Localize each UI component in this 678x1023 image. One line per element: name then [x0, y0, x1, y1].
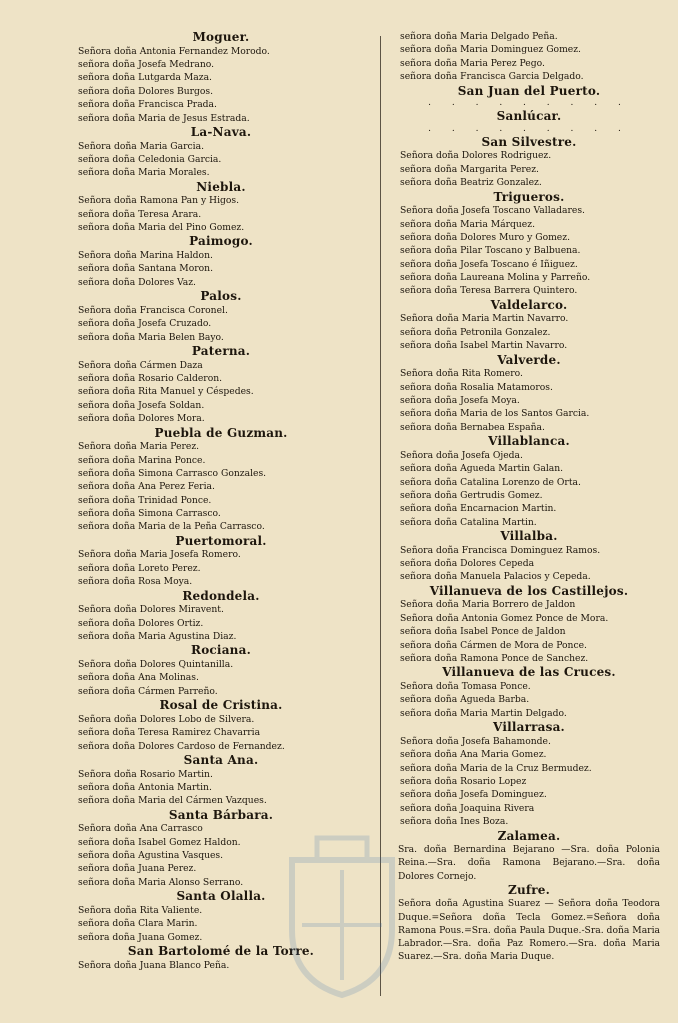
ellipsis-dots: . . . . . . . . . — [428, 98, 630, 109]
donor-entry: Señora doña Francisca Dominguez Ramos. — [400, 544, 601, 556]
town-heading: Sanlúcar. — [496, 109, 562, 124]
town-section-valverde — [394, 353, 664, 435]
donor-entry: señora doña Agueda Martin Galan. — [400, 463, 564, 475]
town-heading: Villanueva de los Castillejos. — [429, 583, 629, 598]
town-section-sanlucar — [394, 109, 664, 135]
donor-entry: señora doña Juana Perez. — [78, 863, 197, 875]
donor-entry: señora doña Juana Gomez. — [78, 931, 203, 943]
town-section-continued — [394, 30, 664, 84]
donor-entry: señora doña Maria Márquez. — [400, 218, 536, 230]
donor-entry: señora doña Celedonia Garcia. — [78, 153, 222, 165]
town-heading: Santa Olalla. — [176, 889, 266, 904]
town-section-villarrasa — [394, 720, 664, 828]
donor-entry: señora doña Josefa Cruzado. — [78, 318, 212, 330]
town-section-zalamea — [394, 829, 664, 883]
donor-paragraph: Sra. doña Bernardina Bejarano —Sra. doña Polonia Reina.—Sra. doña Ramona Bejarano.—Sra. doña Dolores Cornejo. — [398, 844, 660, 882]
donor-entry: señora doña Clara Marin. — [78, 918, 198, 930]
town-heading: La-Nava. — [190, 124, 252, 139]
town-section-paimogo — [72, 234, 370, 289]
town-heading: Trigueros. — [493, 189, 565, 204]
donor-entry: señora doña Cármen Parreño. — [78, 685, 218, 697]
donor-entry: señora doña Loreto Perez. — [78, 562, 201, 574]
donor-entry: señora doña Maria de la Cruz Bermudez. — [400, 762, 592, 774]
donor-entry: señora doña Laureana Molina y Parreño. — [400, 272, 591, 284]
town-section-niebla — [72, 180, 370, 235]
town-heading: San Silvestre. — [481, 134, 577, 149]
donor-entry: señora doña Pilar Toscano y Balbuena. — [400, 245, 581, 257]
donor-entry: señora doña Ana Molinas. — [78, 672, 199, 684]
town-section-villanueva-de-los-castillejos — [394, 584, 664, 666]
donor-entry: señora doña Agueda Barba. — [400, 694, 530, 706]
donor-entry: Señora doña Maria Perez. — [78, 441, 200, 453]
donor-entry: Señora doña Francisca Coronel. — [78, 304, 228, 316]
donor-entry: señora doña Isabel Martin Navarro. — [400, 340, 568, 352]
ellipsis-dots: . . . . . . . . . — [428, 123, 630, 134]
donor-entry: Señora doña Ramona Pan y Higos. — [78, 195, 240, 207]
donor-entry: señora doña Maria de los Santos Garcia. — [400, 408, 590, 420]
donor-entry: señora doña Ramona Ponce de Sanchez. — [400, 653, 589, 665]
donor-entry: señora doña Maria Morales. — [78, 167, 210, 179]
donor-entry: señora doña Dolores Cardoso de Fernandez. — [78, 740, 285, 752]
donor-entry: señora doña Ines Boza. — [400, 816, 509, 828]
town-heading: Villarrasa. — [493, 720, 565, 735]
donor-entry: Señora doña Ana Carrasco — [78, 823, 203, 835]
donor-entry: señora doña Santana Moron. — [78, 263, 213, 275]
donor-entry: señora doña Bernabea España. — [400, 421, 545, 433]
town-section-moguer — [72, 30, 370, 125]
donor-entry: señora doña Maria Delgado Peña. — [400, 31, 558, 42]
donor-entry: señora doña Josefa Moya. — [400, 394, 520, 406]
donor-entry: Señora doña Rita Romero. — [400, 368, 523, 380]
donor-entry: señora doña Isabel Ponce de Jaldon — [400, 626, 566, 638]
donor-entry: señora doña Teresa Ramirez Chavarria — [78, 727, 261, 739]
donor-entry: Señora doña Cármen Daza — [78, 359, 203, 371]
donor-entry: señora doña Cármen de Mora de Ponce. — [400, 639, 587, 651]
donor-entry: señora doña Maria Belen Bayo. — [78, 331, 224, 343]
donor-entry: señora doña Maria Martin Delgado. — [400, 707, 567, 719]
donor-entry: señora doña Antonia Martin. — [78, 781, 212, 793]
donor-entry: señora doña Rosario Calderon. — [78, 372, 223, 384]
town-heading: Villalba. — [500, 529, 558, 544]
town-section-palos — [72, 289, 370, 344]
donor-entry: señora doña Maria de la Peña Carrasco. — [78, 521, 265, 533]
town-section-rociana — [72, 643, 370, 698]
town-section-santa-ana — [72, 753, 370, 808]
town-heading: Moguer. — [192, 30, 250, 44]
donor-entry: Señora doña Josefa Toscano Valladares. — [400, 205, 585, 217]
town-heading: Paimogo. — [189, 234, 253, 249]
donor-entry: Señora doña Dolores Quintanilla. — [78, 659, 234, 670]
donor-entry: señora doña Ana Maria Gomez. — [400, 749, 547, 761]
town-section-villablanca — [394, 434, 664, 529]
donor-entry: señora doña Catalina Lorenzo de Orta. — [400, 476, 581, 488]
donor-entry: señora doña Maria de Jesus Estrada. — [78, 112, 250, 124]
town-heading: San Juan del Puerto. — [457, 83, 601, 98]
donor-entry: señora doña Simona Carrasco. — [78, 508, 221, 520]
town-section-san-bartolome-de-la-torre — [72, 944, 370, 972]
donor-entry: señora doña Trinidad Ponce. — [78, 494, 212, 506]
donor-entry: Señora doña Dolores Lobo de Silvera. — [78, 713, 255, 725]
donor-entry: señora doña Maria del Cármen Vazques. — [78, 795, 267, 807]
town-heading: Rociana. — [191, 643, 251, 658]
donor-entry: señora doña Teresa Arara. — [78, 208, 202, 220]
donor-entry: señora doña Agustina Vasques. — [78, 850, 224, 862]
donor-entry: señora doña Marina Ponce. — [78, 454, 206, 466]
town-heading: San Bartolomé de la Torre. — [127, 944, 315, 959]
town-section-puebla-de-guzman — [72, 426, 370, 534]
town-heading: Puertomoral. — [175, 533, 267, 548]
donor-entry: señora doña Margarita Perez. — [400, 163, 539, 175]
donor-entry: señora doña Isabel Gomez Haldon. — [78, 836, 241, 848]
donor-entry: señora doña Simona Carrasco Gonzales. — [78, 467, 267, 479]
donor-entry: señora doña Dolores Vaz. — [78, 276, 196, 288]
town-section-santa-barbara — [72, 808, 370, 890]
donor-entry: Señora doña Antonia Fernandez Morodo. — [78, 45, 270, 57]
donor-entry: Señora doña Marina Haldon. — [78, 250, 213, 262]
donor-entry: Señora doña Rita Valiente. — [78, 904, 203, 916]
donor-entry: señora doña Francisca Prada. — [78, 99, 217, 111]
town-section-san-silvestre — [394, 135, 664, 190]
town-heading: Paterna. — [191, 344, 251, 358]
donor-entry: Señora doña Juana Blanco Peña. — [78, 959, 230, 971]
column-divider — [380, 36, 381, 996]
town-section-redondela — [72, 589, 370, 644]
right-column — [394, 30, 664, 963]
town-section-villalba — [394, 529, 664, 584]
donor-entry: señora doña Maria Perez Pego. — [400, 57, 545, 69]
donor-entry: Señora doña Rosario Martin. — [78, 768, 213, 780]
town-section-villanueva-de-las-cruces — [394, 665, 664, 720]
donor-entry: señora doña Francisca Garcia Delgado. — [400, 71, 584, 83]
town-heading: Santa Ana. — [183, 752, 259, 767]
donor-paragraph: Señora doña Agustina Suarez — Señora doña Teodora Duque.=Señora doña Tecla Gomez.=Señora doña Ramona Pous.=Sra. doña Paula Duque.-Sra. doña Maria Labrador.—Sra. doña Paz Romero.—Sra. doña Maria Suarez.—Sra. doña Maria Duque. — [398, 898, 660, 963]
donor-entry: señora doña Manuela Palacios y Cepeda. — [400, 571, 591, 583]
donor-entry: señora doña Catalina Martin. — [400, 516, 537, 528]
donor-entry: Señora doña Maria Borrero de Jaldon — [400, 599, 576, 611]
donor-entry: Señora doña Josefa Bahamonde. — [400, 735, 551, 747]
donor-entry: señora doña Rosario Lopez — [400, 775, 527, 787]
donor-entry: señora doña Dolores Burgos. — [78, 85, 214, 97]
donor-entry: señora doña Rosalia Matamoros. — [400, 381, 553, 393]
town-section-santa-olalla — [72, 889, 370, 944]
donor-entry: Señora doña Maria Martin Navarro. — [400, 313, 569, 325]
donor-entry: señora doña Josefa Soldan. — [78, 399, 205, 411]
donor-entry: señora doña Dolores Muro y Gomez. — [400, 231, 571, 243]
donor-entry: señora doña Lutgarda Maza. — [78, 72, 212, 84]
town-heading: Villablanca. — [488, 434, 570, 449]
town-heading: Santa Bárbara. — [168, 807, 274, 822]
donor-entry: señora doña Josefa Medrano. — [78, 58, 215, 70]
town-heading: Zalamea. — [497, 828, 561, 843]
donor-entry: señora doña Teresa Barrera Quintero. — [400, 285, 578, 297]
donor-entry: señora doña Ana Perez Feria. — [78, 481, 215, 493]
donor-entry: Señora doña Maria Garcia. — [78, 140, 205, 152]
town-heading: Palos. — [200, 289, 242, 304]
town-section-zufre — [394, 883, 664, 964]
donor-entry: señora doña Gertrudis Gomez. — [400, 489, 543, 501]
donor-entry: señora doña Josefa Dominguez. — [400, 789, 547, 801]
town-heading: Zufre. — [508, 882, 550, 897]
donor-entry: señora doña Maria Dominguez Gomez. — [400, 44, 581, 56]
donor-entry: Señora doña Josefa Ojeda. — [400, 449, 523, 461]
donor-entry: señora doña Dolores Mora. — [78, 413, 205, 425]
town-section-la-nava — [72, 125, 370, 180]
town-heading: Niebla. — [196, 179, 246, 194]
donor-entry: Señora doña Tomasa Ponce. — [400, 681, 531, 692]
town-heading: Redondela. — [182, 588, 260, 603]
town-heading: Valverde. — [497, 352, 561, 367]
donor-entry: Señora doña Maria Josefa Romero. — [78, 549, 241, 561]
donor-entry: señora doña Rita Manuel y Céspedes. — [78, 386, 254, 398]
town-section-trigueros — [394, 190, 664, 298]
donor-entry: señora doña Dolores Ortiz. — [78, 617, 204, 629]
town-section-valdelarco — [394, 298, 664, 353]
donor-entry: Señora doña Antonia Gomez Ponce de Mora. — [400, 612, 609, 624]
donor-entry: señora doña Encarnacion Martin. — [400, 503, 557, 515]
town-heading: Valdelarco. — [490, 297, 568, 312]
donor-entry: señora doña Beatriz Gonzalez. — [400, 177, 542, 189]
donor-entry: señora doña Joaquina Rivera — [400, 802, 535, 814]
donor-entry: señora doña Maria Agustina Diaz. — [78, 631, 237, 643]
donor-entry: señora doña Josefa Toscano é Iñiguez. — [400, 258, 578, 270]
town-heading: Rosal de Cristina. — [159, 698, 283, 713]
town-section-paterna — [72, 344, 370, 426]
town-heading: Puebla de Guzman. — [154, 425, 288, 440]
donor-entry: señora doña Petronila Gonzalez. — [400, 326, 551, 338]
donor-entry: señora doña Maria Alonso Serrano. — [78, 876, 244, 888]
left-column — [72, 30, 370, 972]
town-section-san-juan-del-puerto — [394, 84, 664, 110]
town-section-puertomoral — [72, 534, 370, 589]
donor-entry: señora doña Dolores Cepeda — [400, 558, 535, 570]
donor-entry: Señora doña Dolores Miravent. — [78, 604, 224, 616]
donor-entry: señora doña Maria del Pino Gomez. — [78, 222, 245, 234]
donor-entry: señora doña Rosa Moya. — [78, 576, 193, 588]
town-heading: Villanueva de las Cruces. — [442, 665, 616, 680]
donor-entry: Señora doña Dolores Rodriguez. — [400, 150, 552, 162]
town-section-rosal-de-cristina — [72, 698, 370, 753]
